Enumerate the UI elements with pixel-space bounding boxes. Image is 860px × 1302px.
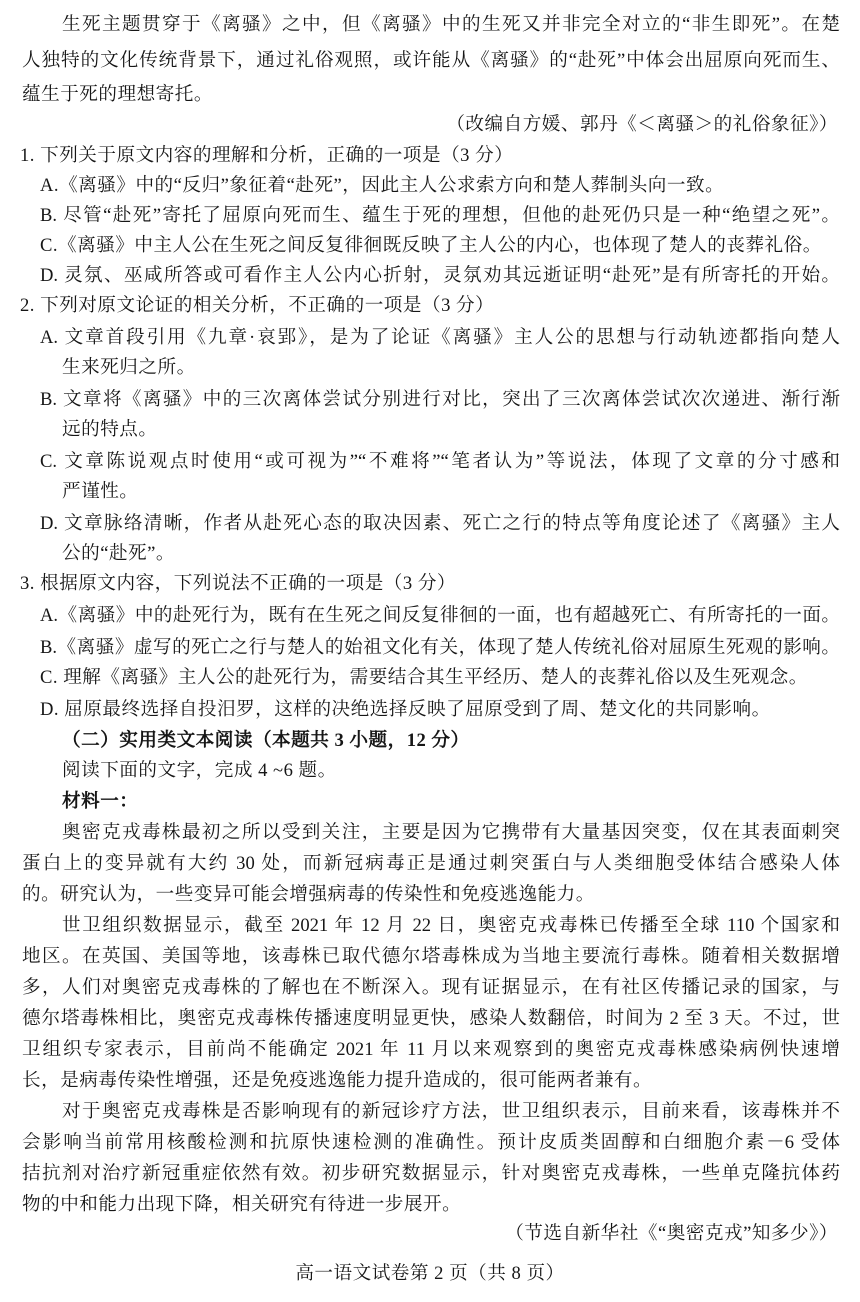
question-stem: 1. 下列关于原文内容的理解和分析，正确的一项是（3 分） [20,145,514,166]
question-stem: 2. 下列对原文论证的相关分析，不正确的一项是（3 分） [20,295,495,316]
material-line: 拮抗剂对治疗新冠重症依然有效。初步研究数据显示，针对奥密克戎毒株，一些单克隆抗体药 [22,1163,840,1184]
material-source: （节选自新华社《“奥密克戎”知多少》） [505,1223,838,1244]
material-line: 卫组织专家表示，目前尚不能确定 2021 年 11 月以来观察到的奥密克戎毒株感染病例快速增 [22,1039,840,1060]
option-line: C.《离骚》中主人公在生死之间反复徘徊既反映了主人公的内心，也体现了楚人的丧葬礼俗。 [40,235,822,256]
passage-line: 蕴生于死的理想寄托。 [22,84,213,105]
material-line: 蛋白上的变异就有大约 30 处，而新冠病毒正是通过刺突蛋白与人类细胞受体结合感染人体 [22,853,840,874]
option-line: B.《离骚》虚写的死亡之行与楚人的始祖文化有关，体现了楚人传统礼俗对屈原生死观的影响。 [40,637,840,658]
option-line: D. 文章脉络清晰，作者从赴死心态的取决因素、死亡之行的特点等角度论述了《离骚》主人 [40,513,840,534]
section-heading: （二）实用类文本阅读（本题共 3 小题，12 分） [62,730,470,751]
material-line: 德尔塔毒株相比，奥密克戎毒株传播速度明显更快，感染人数翻倍，时间为 2 至 3 天。不过，世 [22,1008,840,1029]
material-line: 物的中和能力出现下降，相关研究有待进一步展开。 [22,1194,462,1215]
option-line: C. 文章陈说观点时使用“或可视为”“不难将”“笔者认为”等说法，体现了文章的分寸感和 [40,451,840,472]
option-line: D. 灵氛、巫咸所答或可看作主人公内心折射，灵氛劝其远逝证明“赴死”是有所寄托的开始。 [40,265,840,286]
question-stem: 3. 根据原文内容，下列说法不正确的一项是（3 分） [20,573,457,594]
page-footer: 高一语文试卷第 2 页（共 8 页） [295,1263,565,1284]
option-line-continued: 远的特点。 [62,419,158,440]
option-line: D. 屈原最终选择自投汨罗，这样的决绝选择反映了屈原受到了周、楚文化的共同影响。 [40,699,771,720]
option-line: A.《离骚》中的赴死行为，既有在生死之间反复徘徊的一面，也有超越死亡、有所寄托的一面。 [40,605,840,626]
option-line: A. 文章首段引用《九章·哀郢》，是为了论证《离骚》主人公的思想与行动轨迹都指向楚人 [40,327,840,348]
option-line-continued: 生来死归之所。 [62,357,196,378]
material-line: 世卫组织数据显示，截至 2021 年 12 月 22 日，奥密克戎毒株已传播至全球 110 个国家和 [62,915,840,936]
material-line: 地区。在英国、美国等地，该毒株已取代德尔塔毒株成为当地主要流行毒株。随着相关数据增 [22,946,840,967]
material-line: 多，人们对奥密克戎毒株的了解也在不断深入。现有证据显示，在有社区传播记录的国家，与 [22,977,840,998]
passage-line: 人独特的文化传统背景下，通过礼俗观照，或许能从《离骚》的“赴死”中体会出屈原向死而生、 [22,50,840,71]
passage-line: 生死主题贯穿于《离骚》之中，但《离骚》中的生死又并非完全对立的“非生即死”。在楚 [62,14,840,35]
option-line-continued: 严谨性。 [62,481,139,502]
option-line: B. 尽管“赴死”寄托了屈原向死而生、蕴生于死的理想，但他的赴死仍只是一种“绝望之死”。 [40,205,840,226]
reading-instruction: 阅读下面的文字，完成 4 ~6 题。 [62,760,337,781]
option-line: B. 文章将《离骚》中的三次离体尝试分别进行对比，突出了三次离体尝试次次递进、渐行渐 [40,389,840,410]
option-line: C. 理解《离骚》主人公的赴死行为，需要结合其生平经历、楚人的丧葬礼俗以及生死观念。 [40,667,808,688]
option-line-continued: 公的“赴死”。 [62,543,175,564]
material-line: 长，是病毒传染性增强，还是免疫逃逸能力提升造成的，很可能两者兼有。 [22,1070,653,1091]
material-label: 材料一： [62,791,139,812]
material-line: 奥密克戎毒株最初之所以受到关注，主要是因为它携带有大量基因突变，仅在其表面刺突 [62,822,840,843]
passage-source: （改编自方媛、郭丹《＜离骚＞的礼俗象征》） [446,114,838,135]
material-line: 会影响当前常用核酸检测和抗原快速检测的准确性。预计皮质类固醇和白细胞介素－6 受体 [22,1132,840,1153]
material-line: 的。研究认为，一些变异可能会增强病毒的传染性和免疫逃逸能力。 [22,884,595,905]
material-line: 对于奥密克戎毒株是否影响现有的新冠诊疗方法，世卫组织表示，目前来看，该毒株并不 [62,1101,840,1122]
option-line: A.《离骚》中的“反归”象征着“赴死”，因此主人公求索方向和楚人葬制头向一致。 [40,175,725,196]
